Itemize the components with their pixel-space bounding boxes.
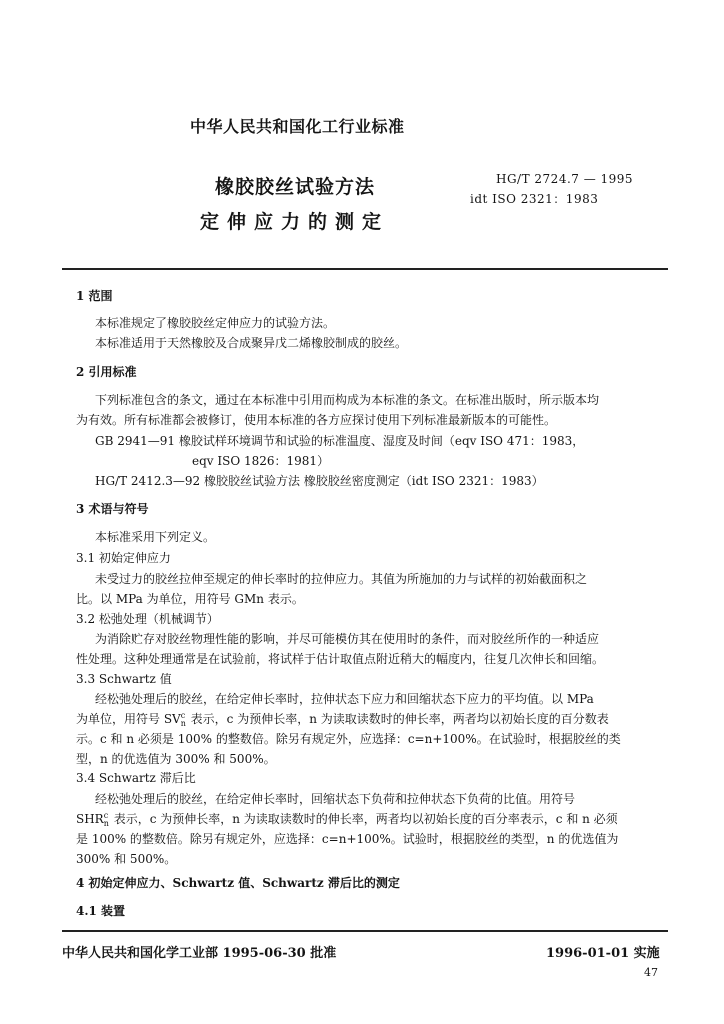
standard-type: 中华人民共和国化工行业标准 xyxy=(190,117,405,136)
section-3-3-line-1: 经松弛处理后的胶丝，在给定伸长率时，拉伸状态下应力和回缩状态下应力的平均值。以 MPa xyxy=(95,692,594,706)
reference-1-line-1: GB 2941—91 橡胶试样环境调节和试验的标准温度、湿度及时间（eqv ISO 471：1983， xyxy=(95,434,585,448)
section-3-2-line-1: 为消除贮存对胶丝物理性能的影响，并尽可能模仿其在使用时的条件，而对胶丝所作的一种适应 xyxy=(95,632,600,646)
section-3-heading: 3 术语与符号 xyxy=(76,502,149,516)
sv-subscript: n xyxy=(180,718,186,728)
section-3-3-heading: 3.3 Schwartz 值 xyxy=(76,672,172,686)
page-number: 47 xyxy=(644,966,658,979)
sv-description: 表示，c 为预伸长率，n 为读取读数时的伸长率，两者均以初始长度的百分数表 xyxy=(186,712,609,726)
approval-line: 中华人民共和国化学工业部 1995-06-30 批准 xyxy=(62,946,337,961)
sv-superscript: c xyxy=(180,710,186,720)
implementation-date: 1996-01-01 实施 xyxy=(546,946,660,961)
section-3-4-line-3: 是 100% 的整数倍。除另有规定外，应选择：c=n+100%。试验时，根据胶丝的类型，n 的优选值为 xyxy=(76,832,619,846)
section-3-4-heading: 3.4 Schwartz 滞后比 xyxy=(76,771,196,785)
standard-code: HG/T 2724.7 — 1995 xyxy=(496,172,634,186)
section-3-3-line-3: 示。c 和 n 必须是 100% 的整数倍。除另有规定外，应选择：c=n+100%。在试验时，根据胶丝的类 xyxy=(76,732,621,746)
section-3-1-line-2: 比。以 MPa 为单位，用符号 GMn 表示。 xyxy=(76,592,304,606)
shr-description: 表示，c 为预伸长率，n 为读取读数时的伸长率，两者均以初始长度的百分率表示，c 和 n 必须 xyxy=(109,812,618,826)
header-divider xyxy=(62,268,668,270)
shr-subscript: n xyxy=(103,818,109,828)
section-2-para-line-1: 下列标准包含的条文，通过在本标准中引用而构成为本标准的条文。在标准出版时，所示版本均 xyxy=(95,393,600,407)
section-2-para-line-2: 为有效。所有标准都会被修订，使用本标准的各方应探讨使用下列标准最新版本的可能性。 xyxy=(76,413,557,427)
sv-symbol: 为单位，用符号 SV xyxy=(76,712,181,726)
section-1-para-1: 本标准规定了橡胶胶丝定伸应力的试验方法。 xyxy=(95,316,336,330)
section-3-4-line-2 xyxy=(76,810,618,828)
reference-2: HG/T 2412.3—92 橡胶胶丝试验方法 橡胶胶丝密度测定（idt ISO 2321：1983） xyxy=(95,474,544,488)
section-1-para-2: 本标准适用于天然橡胶及合成聚异戊二烯橡胶制成的胶丝。 xyxy=(95,336,408,350)
shr-symbol: SHR xyxy=(76,812,104,826)
section-3-3-line-4: 型，n 的优选值为 300% 和 500%。 xyxy=(76,752,276,766)
reference-1-line-2: eqv ISO 1826：1981） xyxy=(192,454,330,468)
section-3-1-heading: 3.1 初始定伸应力 xyxy=(76,551,171,565)
document-title: 橡胶胶丝试验方法 xyxy=(215,176,376,198)
section-3-2-heading: 3.2 松弛处理（机械调节） xyxy=(76,612,219,626)
standard-idt: idt ISO 2321：1983 xyxy=(470,192,599,206)
section-2-heading: 2 引用标准 xyxy=(76,365,137,379)
shr-superscript: c xyxy=(103,810,109,820)
document-subtitle: 定伸应力的测定 xyxy=(200,211,390,233)
section-3-3-line-2 xyxy=(76,710,609,728)
section-3-intro: 本标准采用下列定义。 xyxy=(95,530,216,544)
section-3-1-line-1: 未受过力的胶丝拉伸至规定的伸长率时的拉伸应力。其值为所施加的力与试样的初始截面积之 xyxy=(95,572,588,586)
section-3-4-line-4: 300% 和 500%。 xyxy=(76,852,177,866)
footer-divider xyxy=(62,930,668,932)
section-3-2-line-2: 性处理。这种处理通常是在试验前，将试样于估计取值点附近稍大的幅度内，往复几次伸长和回缩。 xyxy=(76,652,605,666)
section-1-heading: 1 范围 xyxy=(76,289,113,303)
section-4-heading: 4 初始定伸应力、Schwartz 值、Schwartz 滞后比的测定 xyxy=(76,876,400,890)
section-4-1-heading: 4.1 装置 xyxy=(76,904,126,918)
section-3-4-line-1: 经松弛处理后的胶丝，在给定伸长率时，回缩状态下负荷和拉伸状态下负荷的比值。用符号 xyxy=(95,792,576,806)
